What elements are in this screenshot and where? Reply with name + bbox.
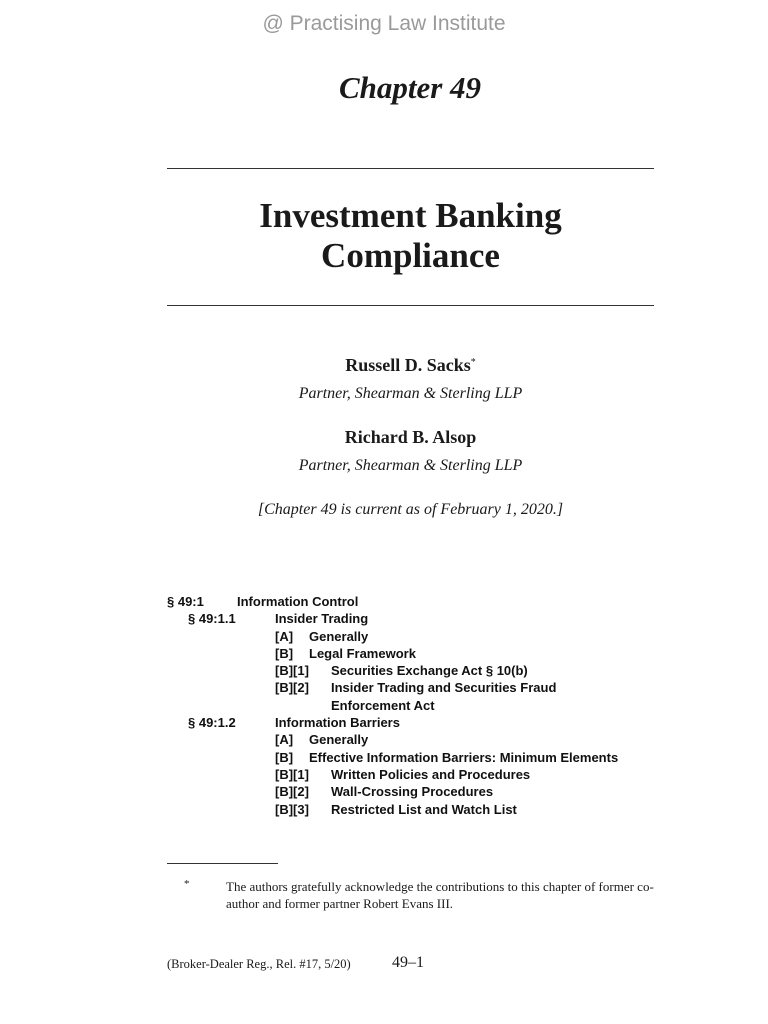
toc-entry-text: Securities Exchange Act § 10(b) [331,663,528,679]
footer-source: (Broker-Dealer Reg., Rel. #17, 5/20) [167,957,351,971]
toc-entry-number: § 49:1 [167,594,204,609]
footnote-mark: * [184,878,190,890]
toc-entry-text: Restricted List and Watch List [331,801,517,817]
toc-entry[interactable] [167,662,667,679]
toc-entry-text: Written Policies and Procedures [331,766,531,782]
toc-entry-number: [B] [275,645,294,661]
toc-entry-number: [B] [275,749,294,765]
watermark: @ Practising Law Institute [262,12,506,35]
currency-note: [Chapter 49 is current as of February 1, 2020.] [257,501,564,518]
toc-entry-text: Legal Framework [309,645,416,661]
toc-entry[interactable] [167,749,667,766]
toc-entry[interactable] [167,783,667,800]
toc-entry[interactable] [167,714,667,731]
author-affiliation-1: Partner, Shearman & Sterling LLP [298,385,523,402]
author-name-2: Richard B. Alsop [344,427,477,447]
toc-entry-number: [B][1] [275,766,309,782]
toc-entry-number: § 49:1.1 [188,611,236,627]
toc-entry-continuation[interactable] [167,697,667,714]
toc-entry[interactable] [167,679,667,696]
toc-entry-text: Enforcement Act [331,697,435,713]
toc-entry[interactable] [167,731,667,748]
toc-entry-text: Generally [309,732,369,748]
chapter-label: Chapter 49 [338,70,482,105]
toc-entry-number: [A] [275,732,294,748]
toc-entry-number: [B][1] [275,663,309,679]
toc-entry-number: [B][2] [275,680,309,696]
footnote-rule [167,863,278,864]
author-affiliation-2: Partner, Shearman & Sterling LLP [298,457,523,474]
author-name-1 [167,355,654,376]
toc-entry-number: § 49:1.2 [188,715,236,731]
toc-entry-number: [A] [275,628,294,644]
toc-entry[interactable] [167,628,667,645]
toc-entry-text: Insider Trading and Securities Fraud [331,680,557,696]
toc-entry[interactable] [167,593,667,610]
title-top-rule [167,168,654,169]
chapter-title-line-1: Investment Banking [259,196,562,235]
toc-entry[interactable] [167,610,667,627]
toc-entry[interactable] [167,645,667,662]
chapter-title-line-2: Compliance [321,236,500,275]
toc-entry[interactable] [167,766,667,783]
toc-entry[interactable] [167,801,667,818]
toc-entry-text: Information Control [237,594,359,609]
footnote-text: The authors gratefully acknowledge the contributions to this chapter of former co-author and former partner Robert Evans III. [226,879,654,911]
toc-entry-text: Generally [309,628,369,644]
author-1-footnote-mark: * [470,357,476,368]
table-of-contents [167,593,667,818]
toc-entry-text: Wall-Crossing Procedures [331,784,494,800]
toc-entry-text: Information Barriers [275,715,400,731]
chapter-title [167,196,654,276]
author-1-name-text: Russell D. Sacks [345,355,471,375]
toc-entry-text: Effective Information Barriers: Minimum Elements [309,749,619,765]
page-number: 49–1 [392,954,424,971]
title-bottom-rule [167,305,654,306]
toc-entry-number: [B][3] [275,801,309,817]
toc-entry-number: [B][2] [275,784,309,800]
toc-entry-text: Insider Trading [275,611,369,627]
